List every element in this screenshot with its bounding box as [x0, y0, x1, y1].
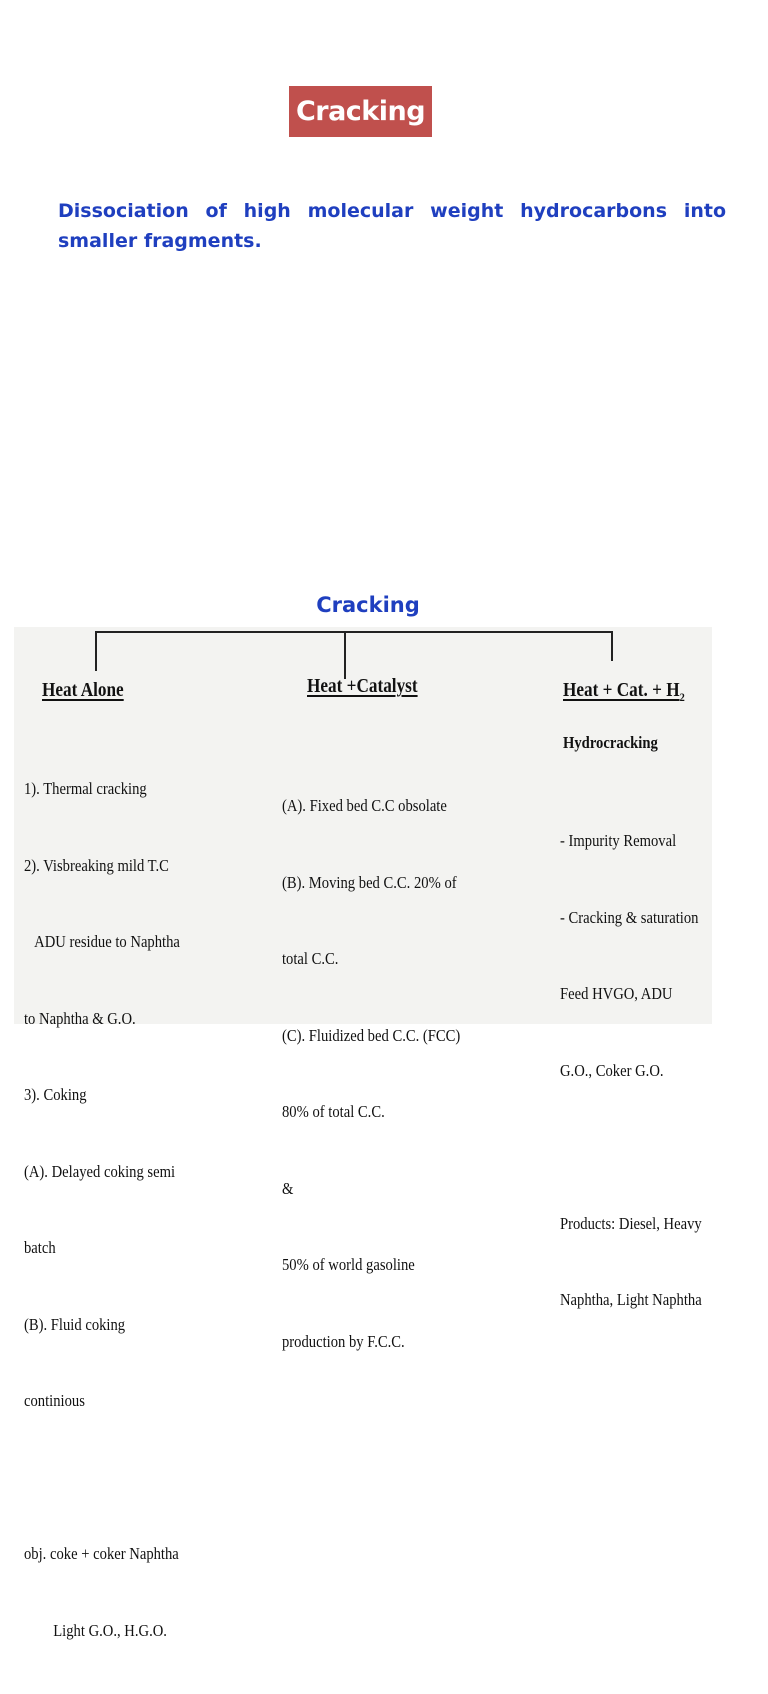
list-item: continious: [24, 1391, 85, 1410]
list-item: 80% of total C.C.: [282, 1102, 385, 1121]
list-item: Naphtha, Light Naphtha: [560, 1290, 702, 1309]
definition-text: Dissociation of high molecular weight hydrocarbons into smaller fragments.: [58, 200, 726, 252]
tree-branch-right: [611, 631, 613, 661]
column-hydro-text: [560, 777, 702, 1364]
slide-title: Cracking: [289, 86, 432, 137]
list-item: (A). Fixed bed C.C obsolate: [282, 796, 447, 815]
list-item: 50% of world gasoline: [282, 1255, 415, 1274]
list-item: [560, 1134, 702, 1160]
column-heading-hydro-subscript: 2: [679, 690, 685, 704]
column-heading-heat-catalyst: Heat +Catalyst: [307, 675, 418, 697]
tree-branch-center: [344, 631, 346, 679]
column-heat-alone-text: [24, 725, 180, 1694]
list-item: to Naphtha & G.O.: [24, 1008, 136, 1028]
list-item: 2). Visbreaking mild T.C: [24, 855, 169, 875]
column-heading-hydro: [563, 679, 685, 705]
list-item: ADU residue to Naphtha: [24, 932, 180, 951]
list-item: Products: Diesel, Heavy: [560, 1213, 702, 1233]
list-item: &: [282, 1178, 294, 1198]
diagram-title: Cracking: [316, 593, 420, 617]
list-item: 3). Coking: [24, 1085, 87, 1104]
list-item: total C.C.: [282, 949, 339, 968]
list-item: - Cracking & saturation: [560, 907, 699, 927]
list-item: G.O., Coker G.O.: [560, 1060, 664, 1080]
list-item: (C). Fluidized bed C.C. (FCC): [282, 1025, 461, 1045]
column-heading-heat-alone: Heat Alone: [42, 679, 124, 701]
tree-horizontal-line: [95, 631, 613, 633]
list-item: Feed HVGO, ADU: [560, 984, 673, 1003]
list-item: - Impurity Removal: [560, 831, 677, 850]
list-item: obj. coke + coker Naphtha: [24, 1544, 179, 1563]
list-item: [24, 1465, 180, 1491]
tree-branch-left: [95, 631, 97, 671]
subheading-hydrocracking: Hydrocracking: [563, 733, 658, 752]
list-item: 1). Thermal cracking: [24, 779, 147, 798]
list-item: production by F.C.C.: [282, 1331, 405, 1351]
scanned-diagram: [14, 627, 712, 1640]
list-item: (A). Delayed coking semi: [24, 1161, 176, 1181]
list-item: (B). Fluid coking: [24, 1314, 126, 1334]
list-item: Light G.O., H.G.O.: [24, 1620, 167, 1640]
list-item: (B). Moving bed C.C. 20% of: [282, 872, 457, 892]
column-heat-catalyst-text: [282, 742, 460, 1405]
column-heading-hydro-main: Heat + Cat. + H: [563, 679, 680, 701]
list-item: batch: [24, 1238, 56, 1257]
